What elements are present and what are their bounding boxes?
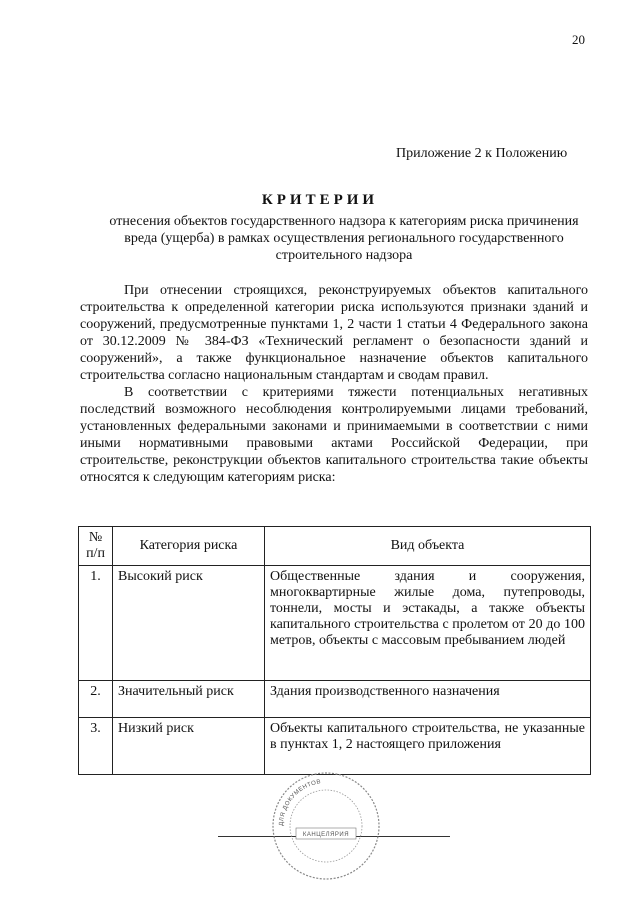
row-number: 1. bbox=[79, 566, 113, 681]
table-row bbox=[79, 566, 591, 681]
row-category: Значительный риск bbox=[113, 681, 265, 718]
appendix-note: Приложение 2 к Положению bbox=[396, 146, 568, 161]
row-number: 3. bbox=[79, 718, 113, 775]
stamp-ring-text: ДЛЯ ДОКУМЕНТОВ bbox=[278, 779, 322, 827]
row-category: Высокий риск bbox=[113, 566, 265, 681]
page-number: 20 bbox=[572, 32, 585, 47]
header-category: Категория риска bbox=[113, 527, 265, 566]
row-category: Низкий риск bbox=[113, 718, 265, 775]
risk-category-table bbox=[78, 526, 591, 775]
paragraph: В соответствии с критериями тяжести потенциальных негативных последствий возможного несоблюдения контролируемыми лицами требований, установленных федеральными законами и принимаемыми в соответствии с ними иными нормативными правовыми актами Российской Федерации, при строительстве, реконструкции объектов капитального строительства такие объекты относятся к следующим категориям риска: bbox=[80, 385, 588, 485]
intro-text bbox=[80, 282, 588, 486]
header-number: № п/п bbox=[79, 527, 113, 566]
table-row bbox=[79, 718, 591, 775]
row-number: 2. bbox=[79, 681, 113, 718]
document-subtitle: отнесения объектов государственного надзора к категориям риска причинения вреда (ущерба) в рамках осуществления регионального государственного строительного надзора bbox=[109, 214, 579, 263]
paragraph: При отнесении строящихся, реконструируемых объектов капитального строительства к определенной категории риска используются признаки зданий и сооружений, предусмотренные пунктами 1, 2 части 1 статьи 4 Федерального закона от 30.12.2009 № 384-ФЗ «Технический регламент о безопасности зданий и сооружений», а также функциональное назначение объектов капитального строительства согласно национальным стандартам и сводам правил. bbox=[80, 283, 588, 383]
document-title: КРИТЕРИИ bbox=[261, 192, 379, 208]
table-row bbox=[79, 681, 591, 718]
row-object-type: Объекты капитального строительства, не указанные в пунктах 1, 2 настоящего приложения bbox=[265, 718, 591, 775]
row-object-type: Здания производственного назначения bbox=[265, 681, 591, 718]
table-header-row bbox=[79, 527, 591, 566]
official-stamp bbox=[270, 770, 382, 882]
stamp-center-text: КАНЦЕЛЯРИЯ bbox=[302, 832, 350, 838]
header-object-type: Вид объекта bbox=[265, 527, 591, 566]
row-object-type: Общественные здания и сооружения, многоквартирные жилые дома, путепроводы, тоннели, мосты и эстакады, а также объекты капитального строительства с пролетом от 20 до 100 метров, объекты с массовым пребыванием людей bbox=[265, 566, 591, 681]
